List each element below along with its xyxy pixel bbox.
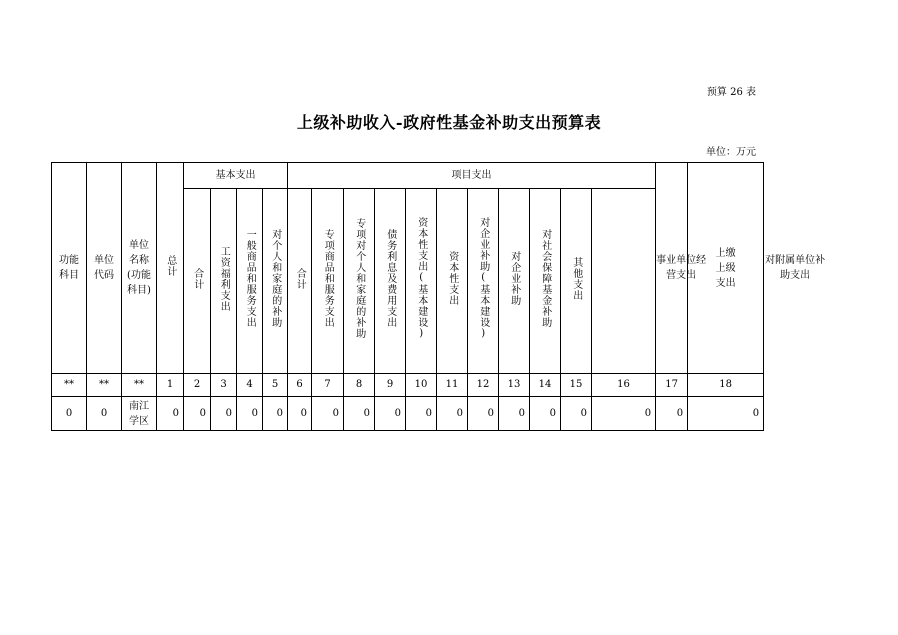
- header-func-subject: 功能科目: [52, 163, 87, 374]
- index-cell: 2: [184, 374, 211, 397]
- index-row: [52, 374, 764, 397]
- cell-value: 0: [263, 397, 288, 431]
- unit-label: 单位：万元: [706, 147, 756, 158]
- index-cell: 9: [375, 374, 406, 397]
- index-cell: 15: [561, 374, 592, 397]
- cell-value: 0: [561, 397, 592, 431]
- header-salary: 工资福利支出: [211, 189, 237, 374]
- header-special-personal: 专项对个人和家庭的补助: [344, 189, 375, 374]
- index-cell: 6: [288, 374, 312, 397]
- cell-value: 0: [499, 397, 530, 431]
- index-cell: 12: [468, 374, 499, 397]
- index-cell: 1: [157, 374, 184, 397]
- form-number: 预算 26 表: [706, 87, 756, 98]
- cell-value: 0: [437, 397, 468, 431]
- cell-value: 0: [312, 397, 344, 431]
- index-cell: 8: [344, 374, 375, 397]
- cell-value: 0: [237, 397, 263, 431]
- header-goods: 一般商品和服务支出: [237, 189, 263, 374]
- cell-value: 0: [592, 397, 656, 431]
- header-social: 对社会保障基金补助: [530, 189, 561, 374]
- header-special-goods: 专项商品和服务支出: [312, 189, 344, 374]
- table-row: [52, 397, 764, 431]
- index-cell: 13: [499, 374, 530, 397]
- header-capital: 资本性支出: [437, 189, 468, 374]
- header-project: 项目支出: [288, 163, 656, 189]
- header-enterprise: 对企业补助: [499, 189, 530, 374]
- cell-func-subject: 0: [52, 397, 87, 431]
- header-basic: 基本支出: [184, 163, 288, 189]
- cell-value: 0: [530, 397, 561, 431]
- cell-value: 0: [688, 397, 764, 431]
- header-business: 事业单位经营支出: [656, 163, 688, 374]
- cell-unit-name: 南江学区: [122, 397, 157, 431]
- index-cell: 10: [406, 374, 437, 397]
- index-cell: 7: [312, 374, 344, 397]
- index-cell: **: [52, 374, 87, 397]
- header-other: 其他支出: [561, 189, 592, 374]
- index-cell: 5: [263, 374, 288, 397]
- index-cell: **: [122, 374, 157, 397]
- header-debt: 债务利息及费用支出: [375, 189, 406, 374]
- header-upper: 上缴上级支出: [688, 163, 764, 374]
- budget-table: 功能科目 单位代码 单位名称(功能科目) 总计 基本支出 项目支出 事业单位经营支出 上缴上级支出 对附属单位补助支出 合计 工资福利支出 一般商品和服务支出 对个人和家庭的补助 合计 专项商品和服务支出 专项对个人和家庭的补助 债务利息及费用支出 资本性支出(基本建设) 资本性支出 对企业补助(基本建设) 对企业补助 对社会保障基金补助 其他支出 ** ** ** 1 2 3 4 5 6 7 8 9 10 11 12 13 14 15 16 17 18 0 0 南江学区 0 0 0 0 0 0 0 0 0 0 0 0 0 0 0 0 0 0: [51, 162, 764, 431]
- header-proj-total: 合计: [288, 189, 312, 374]
- cell-unit-code: 0: [87, 397, 122, 431]
- index-cell: 11: [437, 374, 468, 397]
- cell-value: 0: [211, 397, 237, 431]
- cell-value: 0: [375, 397, 406, 431]
- index-cell: **: [87, 374, 122, 397]
- cell-value: 0: [406, 397, 437, 431]
- header-basic-total: 合计: [184, 189, 211, 374]
- header-unit-code: 单位代码: [87, 163, 122, 374]
- header-capital-build: 资本性支出(基本建设): [406, 189, 437, 374]
- cell-value: 0: [157, 397, 184, 431]
- cell-value: 0: [344, 397, 375, 431]
- index-cell: 18: [688, 374, 764, 397]
- cell-value: 0: [468, 397, 499, 431]
- index-cell: 4: [237, 374, 263, 397]
- index-cell: 14: [530, 374, 561, 397]
- cell-value: 0: [288, 397, 312, 431]
- cell-value: 0: [656, 397, 688, 431]
- index-cell: 17: [656, 374, 688, 397]
- index-cell: 16: [592, 374, 656, 397]
- index-cell: 3: [211, 374, 237, 397]
- header-total: 总计: [157, 163, 184, 374]
- cell-value: 0: [184, 397, 211, 431]
- page-title: 上级补助收入-政府性基金补助支出预算表: [296, 113, 602, 132]
- header-unit-name: 单位名称(功能科目): [122, 163, 157, 374]
- header-enterprise-build: 对企业补助(基本建设): [468, 189, 499, 374]
- header-personal: 对个人和家庭的补助: [263, 189, 288, 374]
